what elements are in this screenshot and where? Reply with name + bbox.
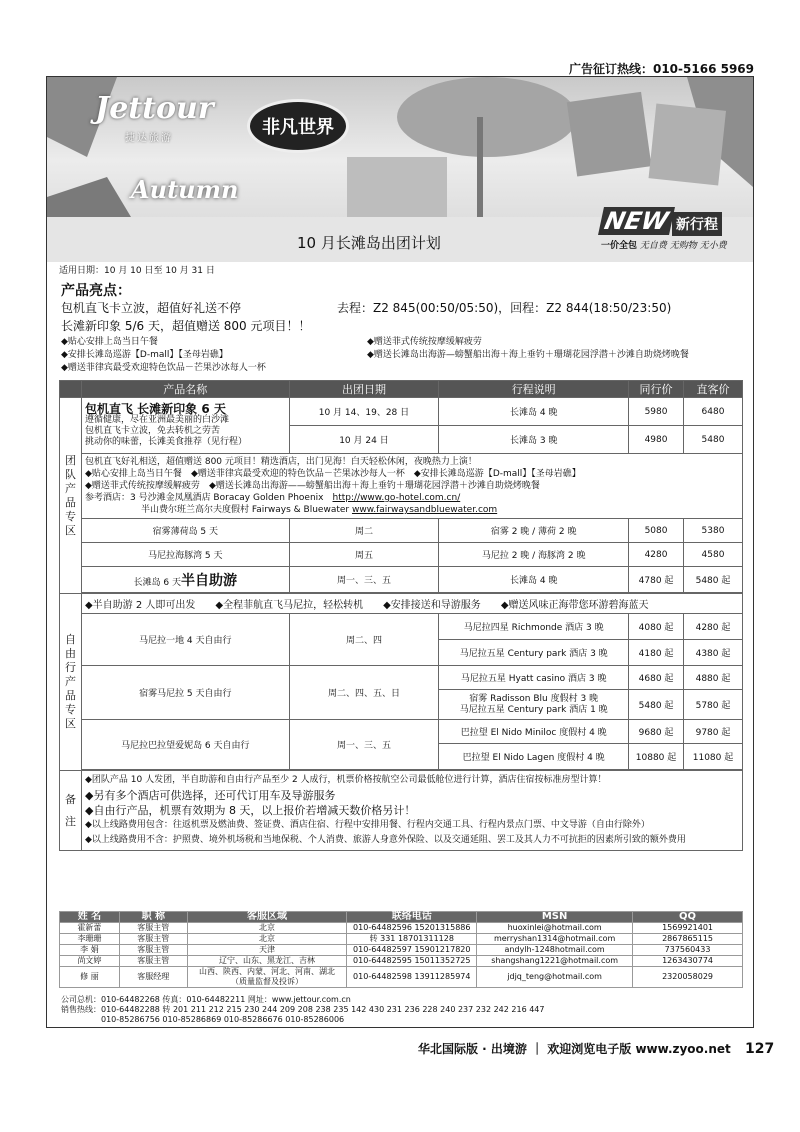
plan-cell: 巴拉望 El Nido Miniloc 度假村 4 晚 bbox=[439, 720, 629, 744]
contact-name: 李珊珊 bbox=[60, 934, 120, 945]
phone: 转 331 bbox=[369, 934, 396, 943]
product-name: 马尼拉巴拉望爱妮岛 6 天自由行 bbox=[81, 720, 289, 770]
contact-msn: jdjq_teng@hotmail.com bbox=[477, 967, 633, 988]
valid-dates: 适用日期：10 月 10 日至 10 月 31 日 bbox=[59, 266, 215, 276]
contact-name: 尚文婷 bbox=[60, 956, 120, 967]
peer-price: 10880 起 bbox=[629, 744, 684, 770]
new-sub1: 一价全包 bbox=[601, 241, 638, 251]
contact-qq: 2867865115 bbox=[633, 934, 743, 945]
date-cell: 10 月 14、19、28 日 bbox=[289, 398, 439, 426]
peer-price: 9680 起 bbox=[629, 720, 684, 744]
plan-cell: 长滩岛 3 晚 bbox=[439, 426, 629, 454]
plan-cell: 长滩岛 4 晚 bbox=[439, 567, 629, 593]
company-info bbox=[61, 995, 741, 1025]
mobile: 18701311128 bbox=[397, 934, 454, 943]
contact-row bbox=[60, 934, 743, 945]
contact-area: 天津 bbox=[187, 945, 347, 956]
sales-line: 010-85286756 010-85286869 010-85286676 010-85286006 bbox=[101, 1015, 345, 1024]
contact-area: 辽宁、山东、黑龙江、吉林 bbox=[187, 956, 347, 967]
info-bullet: ◆赠送菲式传统按摩缓解疲劳 bbox=[84, 481, 200, 491]
hotel-link[interactable]: http://www.go-hotel.com.cn/ bbox=[332, 493, 461, 503]
mobile: 13911285974 bbox=[414, 972, 471, 981]
note-line: ◆自由行产品，机票有效期为 8 天，以上报价若增减天数价格另计！ bbox=[84, 804, 416, 817]
mobile: 15011352725 bbox=[414, 956, 471, 965]
company-line: 公司总机：010-64482268 传真：010-64482211 网址：www.jettour.com.cn bbox=[61, 995, 351, 1004]
mobile: 15901217820 bbox=[414, 945, 471, 954]
retail-price: 11080 起 bbox=[684, 744, 743, 770]
info-line: 包机直飞好礼相送，超值赠送 800 元项目！精选酒店，出门见海！白天轻松休闲，夜晚热力上演！ bbox=[84, 457, 477, 467]
peer-price: 5080 bbox=[629, 519, 684, 543]
bullet: ◆赠送菲式传统按摩缓解疲劳 bbox=[367, 337, 482, 347]
contact-area: 北京 bbox=[187, 923, 347, 934]
peer-price: 4680 起 bbox=[629, 666, 684, 690]
ad-frame bbox=[46, 76, 754, 1028]
product-name-emph: 半自助游 bbox=[181, 572, 238, 589]
plan-cell: 马尼拉 2 晚 / 海豚湾 2 晚 bbox=[439, 543, 629, 567]
new-text: 新行程 bbox=[672, 212, 722, 236]
free-bullet: ◆赠送风味正海带您环游碧海蓝天 bbox=[500, 600, 649, 611]
note-line: ◆另有多个酒店可供选择，还可代订用车及导游服务 bbox=[84, 789, 336, 802]
notes bbox=[81, 771, 742, 851]
header-retail-price: 直客价 bbox=[684, 381, 743, 398]
info-bullet: ◆安排长滩岛巡游【D-mall】【圣母岩礁】 bbox=[413, 469, 581, 479]
retail-price: 5380 bbox=[684, 519, 743, 543]
product-desc: 包机直飞卡立波，免去转机之劳苦 bbox=[84, 425, 220, 436]
header-peer-price: 同行价 bbox=[629, 381, 684, 398]
contact-title: 客服主管 bbox=[119, 923, 187, 934]
free-bullet: ◆安排接送和导游服务 bbox=[383, 600, 481, 611]
plan-cell: 马尼拉四星 Richmonde 酒店 3 晚 bbox=[439, 614, 629, 640]
product-name: 包机直飞 长滩新印象 6 天 bbox=[84, 401, 226, 416]
bullet: ◆赠送长滩岛出海游—螃蟹船出海＋海上垂钓＋珊瑚花园浮潜＋沙滩自助烧烤晚餐 bbox=[367, 350, 689, 360]
retail-price: 5780 起 bbox=[684, 690, 743, 720]
product-desc: 遵循健康，尽在亚洲最美丽的白沙滩 bbox=[84, 414, 229, 425]
retail-price: 4880 起 bbox=[684, 666, 743, 690]
peer-price: 5980 bbox=[629, 398, 684, 426]
flight-info: 去程：Z2 845(00:50/05:50)，回程：Z2 844(18:50/23:50) bbox=[337, 301, 672, 315]
highlight-bullets-right bbox=[367, 336, 707, 362]
product-table bbox=[59, 380, 743, 851]
highlight-bullets-left bbox=[61, 336, 266, 375]
contact-phone bbox=[347, 967, 477, 988]
phone: 010-64482596 bbox=[353, 923, 412, 932]
note-line: ◆以上线路费用包含：往返机票及燃油费、签证费、酒店住宿、行程中安排用餐、行程内交通工具、行程内景点门票、中文导游（自由行除外） bbox=[84, 820, 650, 830]
page-footer bbox=[418, 1040, 774, 1057]
hotel-ref: 半山费尔班兰高尔夫度假村 Fairways & Bluewater bbox=[140, 505, 350, 515]
contact-header: QQ bbox=[633, 912, 743, 923]
peer-price: 4980 bbox=[629, 426, 684, 454]
sales-line: 销售热线：010-64482288 转 201 211 212 215 230 244 209 208 238 235 142 430 231 236 228 240 237 232 242 216 447 bbox=[61, 1005, 545, 1014]
free-section-label: 自由行产品专区 bbox=[60, 594, 82, 771]
contact-title: 客服经理 bbox=[119, 967, 187, 988]
product-desc: 挑动你的味蕾，长滩美食推荐（见行程） bbox=[84, 436, 247, 447]
retail-price: 4380 起 bbox=[684, 640, 743, 666]
contact-area: 北京 bbox=[187, 934, 347, 945]
date-cell: 周五 bbox=[289, 543, 439, 567]
product-name: 马尼拉一地 4 天自由行 bbox=[81, 614, 289, 666]
contact-header: 联络电话 bbox=[347, 912, 477, 923]
contact-name: 霍新蕾 bbox=[60, 923, 120, 934]
contact-title: 客服主管 bbox=[119, 956, 187, 967]
contact-row bbox=[60, 945, 743, 956]
free-bullets bbox=[81, 594, 742, 614]
contact-title: 客服主管 bbox=[119, 934, 187, 945]
logo-subtitle: 捷达旅游 bbox=[125, 133, 173, 144]
header-plan: 行程说明 bbox=[439, 381, 629, 398]
header-date: 出团日期 bbox=[289, 381, 439, 398]
contact-header: 客服区域 bbox=[187, 912, 347, 923]
product-name: 宿雾马尼拉 5 天自由行 bbox=[81, 666, 289, 720]
mobile: 15201315886 bbox=[414, 923, 471, 932]
footer-text: 华北国际版 · 出境游 ｜ 欢迎浏览电子版 www.zyoo.net bbox=[418, 1042, 731, 1056]
bullet: ◆安排长滩岛巡游【D-mall】【圣母岩礁】 bbox=[61, 350, 228, 360]
product-name-part: 长滩岛 6 天 bbox=[133, 577, 182, 588]
retail-price: 4280 起 bbox=[684, 614, 743, 640]
contact-header: MSN bbox=[477, 912, 633, 923]
page-number: 127 bbox=[744, 1041, 775, 1057]
contact-phone bbox=[347, 923, 477, 934]
free-bullet: ◆全程菲航直飞马尼拉，轻松转机 bbox=[215, 600, 364, 611]
date-cell: 周二、四、五、日 bbox=[289, 666, 439, 720]
contact-msn: merryshan1314@hotmail.com bbox=[477, 934, 633, 945]
retail-price: 5480 起 bbox=[684, 567, 743, 593]
date-cell: 周一、三、五 bbox=[289, 720, 439, 770]
new-itinerary-badge bbox=[601, 207, 751, 262]
info-bullet: ◆贴心安排上岛当日午餐 bbox=[84, 469, 182, 479]
contact-name: 李 娟 bbox=[60, 945, 120, 956]
date-cell: 周一、三、五 bbox=[289, 567, 439, 593]
product-name: 宿雾薄荷岛 5 天 bbox=[81, 519, 289, 543]
ad-hotline: 广告征订热线：010-5166 5969 bbox=[568, 62, 754, 76]
peer-price: 4780 起 bbox=[629, 567, 684, 593]
retail-price: 9780 起 bbox=[684, 720, 743, 744]
info-bullet: ◆赠送菲律宾最受欢迎的特色饮品－芒果冰沙每人一杯 bbox=[190, 469, 405, 479]
autumn-label: Autumn bbox=[131, 175, 239, 204]
contact-row bbox=[60, 967, 743, 988]
retail-price: 5480 bbox=[684, 426, 743, 454]
contact-area bbox=[187, 967, 347, 988]
peer-price: 5480 起 bbox=[629, 690, 684, 720]
note-line: ◆团队产品 10 人发团，半自助游和自由行产品至少 2 人成行，机票价格按航空公司最低舱位进行计算，酒店住宿按标准房型计算！ bbox=[84, 775, 607, 785]
bullet: ◆赠送菲律宾最受欢迎特色饮品－芒果沙冰每人一杯 bbox=[61, 363, 266, 373]
phone: 010-64482598 bbox=[353, 972, 412, 981]
contact-row bbox=[60, 956, 743, 967]
new-label: NEW bbox=[598, 207, 675, 235]
highlight-line1: 包机直飞卡立波，超值好礼送不停 bbox=[61, 301, 242, 315]
date-cell: 10 月 24 日 bbox=[289, 426, 439, 454]
retail-price: 4580 bbox=[684, 543, 743, 567]
contact-msn: shangshang1221@hotmail.com bbox=[477, 956, 633, 967]
date-cell: 周二 bbox=[289, 519, 439, 543]
contact-phone bbox=[347, 934, 477, 945]
group-section-label: 团队产品专区 bbox=[60, 398, 82, 594]
area-line: 山西、陕西、内蒙、河北、河南、湖北 bbox=[199, 967, 336, 976]
banner bbox=[47, 77, 753, 262]
retail-price: 6480 bbox=[684, 398, 743, 426]
contact-msn: andylh-1248hotmail.com bbox=[477, 945, 633, 956]
contact-qq: 1569921401 bbox=[633, 923, 743, 934]
plan-line: 马尼拉五星 Century park 酒店 1 晚 bbox=[459, 704, 608, 715]
product-name bbox=[81, 567, 289, 593]
contact-qq: 2320058029 bbox=[633, 967, 743, 988]
notes-label: 备注 bbox=[60, 771, 82, 851]
jettour-logo: Jettour bbox=[95, 91, 214, 126]
plan-cell: 马尼拉五星 Hyatt casino 酒店 3 晚 bbox=[439, 666, 629, 690]
highlight-line2: 长滩新印象 5/6 天，超值赠送 800 元项目！！ bbox=[61, 319, 311, 333]
contact-msn: huoxinlei@hotmail.com bbox=[477, 923, 633, 934]
hotel-link[interactable]: www.fairwaysandbluewater.com bbox=[351, 505, 498, 515]
header-name: 产品名称 bbox=[81, 381, 289, 398]
peer-price: 4080 起 bbox=[629, 614, 684, 640]
peer-price: 4280 bbox=[629, 543, 684, 567]
note-line: ◆以上线路费用不含：护照费、境外机场税和当地保税、个人消费、旅游人身意外保险、以及交通延阻、罢工及其人力不可抗拒的因素所引致的额外费用 bbox=[84, 835, 686, 845]
phone: 010-64482597 bbox=[353, 945, 412, 954]
plan-cell bbox=[439, 690, 629, 720]
product-name: 马尼拉海豚湾 5 天 bbox=[81, 543, 289, 567]
contact-name: 修 丽 bbox=[60, 967, 120, 988]
contact-header: 职 称 bbox=[119, 912, 187, 923]
info-bullet: ◆赠送长滩岛出海游——螃蟹船出海＋海上垂钓＋珊瑚花园浮潜＋沙滩自助烧烤晚餐 bbox=[208, 481, 540, 491]
contact-phone bbox=[347, 945, 477, 956]
date-cell: 周二、四 bbox=[289, 614, 439, 666]
contact-phone bbox=[347, 956, 477, 967]
brand-badge: 非凡世界 bbox=[247, 99, 349, 153]
area-line: （质量监督及投诉） bbox=[231, 977, 304, 986]
plan-cell: 马尼拉五星 Century park 酒店 3 晚 bbox=[439, 640, 629, 666]
plan-title: 10 月长滩岛出团计划 bbox=[297, 234, 441, 252]
highlights-title: 产品亮点： bbox=[61, 283, 131, 299]
plan-cell: 宿雾 2 晚 / 薄荷 2 晚 bbox=[439, 519, 629, 543]
bullet: ◆贴心安排上岛当日午餐 bbox=[61, 337, 158, 347]
contact-row bbox=[60, 923, 743, 934]
plan-line: 宿雾 Radisson Blu 度假村 3 晚 bbox=[469, 693, 599, 704]
group-info bbox=[81, 454, 742, 519]
new-sub2: 无自费 无购物 无小费 bbox=[639, 241, 727, 251]
hotel-ref: 参考酒店：3 号沙滩金凤凰酒店 Boracay Golden Phoenix bbox=[84, 493, 324, 503]
plan-cell: 巴拉望 El Nido Lagen 度假村 4 晚 bbox=[439, 744, 629, 770]
contact-title: 客服主管 bbox=[119, 945, 187, 956]
contact-qq: 1263430774 bbox=[633, 956, 743, 967]
plan-cell: 长滩岛 4 晚 bbox=[439, 398, 629, 426]
header-blank bbox=[60, 381, 82, 398]
contacts-table bbox=[59, 911, 743, 988]
contact-header: 姓 名 bbox=[60, 912, 120, 923]
phone: 010-64482595 bbox=[353, 956, 412, 965]
free-bullet: ◆半自助游 2 人即可出发 bbox=[84, 600, 196, 611]
contact-qq: 737560433 bbox=[633, 945, 743, 956]
peer-price: 4180 起 bbox=[629, 640, 684, 666]
